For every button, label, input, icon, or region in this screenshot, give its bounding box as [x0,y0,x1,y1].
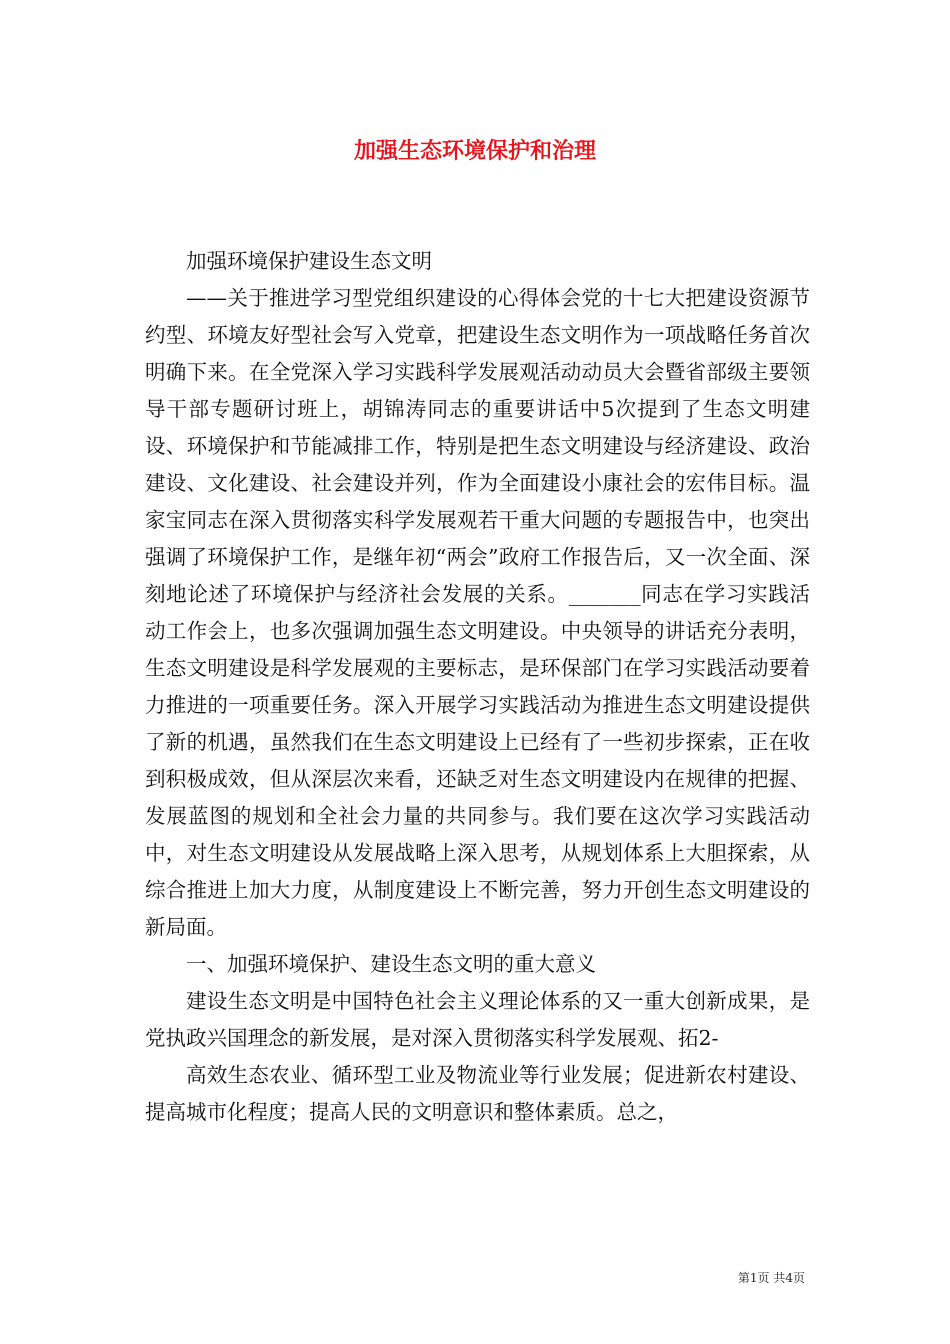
paragraph-subtitle: 加强环境保护建设生态文明 [186,249,432,273]
paragraph-continuation: 高效生态农业、循环型工业及物流业等行业发展；促进新农村建设、提高城市化程度；提高人民的文明意识和整体素质。总之， [145,1063,810,1124]
paragraph-significance: 建设生态文明是中国特色社会主义理论体系的又一重大创新成果，是党执政兴国理念的新发展，是对深入贯彻落实科学发展观、拓2- [145,989,810,1050]
document-body [145,243,810,1131]
section-heading: 一、加强环境保护、建设生态文明的重大意义 [186,952,596,976]
document-title: 加强生态环境保护和治理 [353,138,596,164]
page-number: 第1页 共4页 [737,1271,805,1285]
paragraph-intro: ——关于推进学习型党组织建设的心得体会党的十七大把建设资源节约型、环境友好型社会写入党章，把建设生态文明作为一项战略任务首次明确下来。在全党深入学习实践科学发展观活动动员大会暨省部级主要领导干部专题研讨班上，胡锦涛同志的重要讲话中5次提到了生态文明建设、环境保护和节能减排工作，特别是把生态文明建设与经济建设、政治建设、文化建设、社会建设并列，作为全面建设小康社会的宏伟目标。温家宝同志在深入贯彻落实科学发展观若干重大问题的专题报告中，也突出强调了环境保护工作，是继年初“两会”政府工作报告后，又一次全面、深刻地论述了环境保护与经济社会发展的关系。_______同志在学习实践活动工作会上，也多次强调加强生态文明建设。中央领导的讲话充分表明，生态文明建设是科学发展观的主要标志，是环保部门在学习实践活动要着力推进的一项重要任务。深入开展学习实践活动为推进生态文明建设提供了新的机遇，虽然我们在生态文明建设上已经有了一些初步探索，正在收到积极成效，但从深层次来看，还缺乏对生态文明建设内在规律的把握、发展蓝图的规划和全社会力量的共同参与。我们要在这次学习实践活动中，对生态文明建设从发展战略上深入思考，从规划体系上大胆探索，从综合推进上加大力度，从制度建设上不断完善，努力开创生态文明建设的新局面。 [145,286,810,939]
